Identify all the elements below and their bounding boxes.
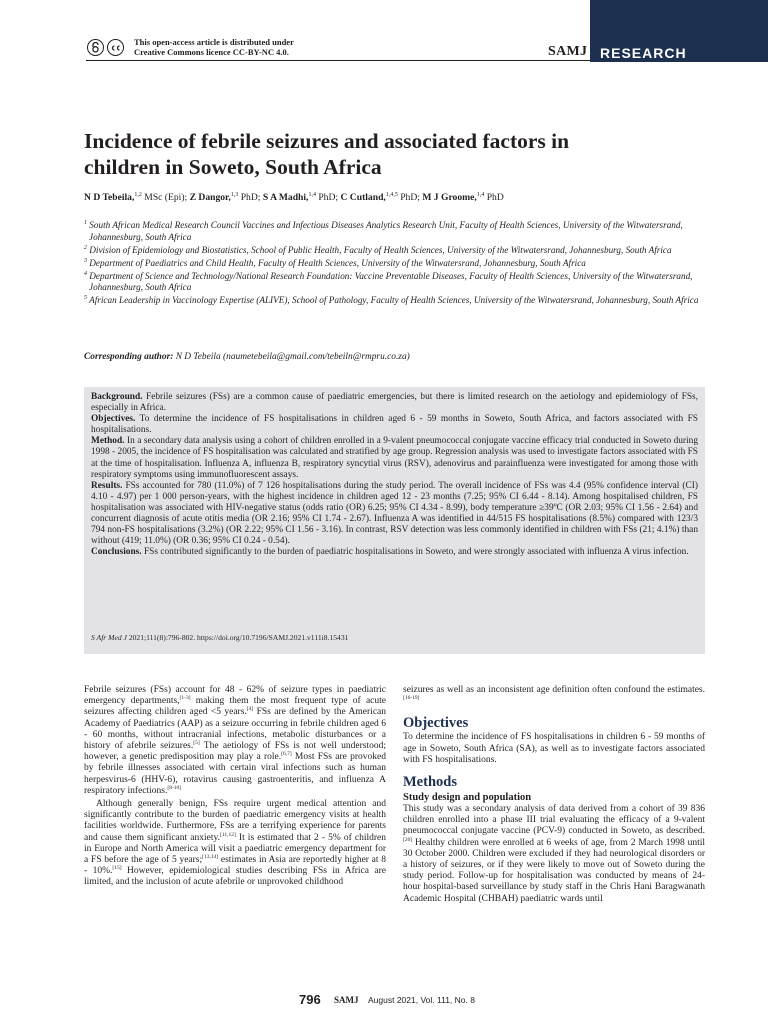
corresponding-contact[interactable]: N D Tebeila (naumetebeila@gmail.com/tebeiln@rmpru.co.za) [173,352,410,362]
methods-paragraph: This study was a secondary analysis of data derived from a cohort of 39 836 children enrolled into a phase III trial evaluating the efficacy of a 9-valent pneumococcal conjugate vaccine (PCV-9) conducted in Soweto, as described.[20] Healthy children were enrolled at 6 weeks of age, from 2 March 1998 until 30 October 2000. Children were excluded if they had neurological disorders or a history of seizures, or if they were likely to move out of Soweto during the study period. Follow-up for hospitalisation was conducted by means of 24-hour hospital-based surveillance by study staff in the Chris Hani Baragwanath Academic Hospital (CHBAH) paediatric wards until [403,804,705,904]
abstract-method: Method. In a secondary data analysis using a cohort of children enrolled in a 9-valent pneumococcal conjugate vaccine efficacy trial conducted in Soweto during 1998 - 2005, the incidence of FS hospitalisation was calculated and stratified by age group. Regression analysis was used to investigate factors associated with FS at the time of hospitalisation. Influenza A, influenza B, respiratory syncytial virus (RSV), adenovirus and parainfluenza were investigated for among those with respiratory symptoms using immunofluorescent assays. [91,436,698,480]
affiliation: $^2$ Division of Epidemiology and Biostatistics, School of Public Health, Faculty of Health Sciences, University of the Witwatersrand, Johannesburg, South Africa [84,244,672,255]
author: N D Tebeila,$^{1,2}$ MSc (Epi); [84,191,190,203]
author: Z Dangor,$^{1,3}$ PhD; [189,191,263,203]
affiliation: $^5$ African Leadership in Vaccinology Expertise (ALIVE), School of Pathology, Faculty of Health Sciences, University of the Witwatersrand, Johannesburg, South Africa [84,294,699,305]
citation-ref[interactable]: [8-10] [167,784,182,791]
citation-ref[interactable]: [20] [403,836,413,843]
license-line: This open-access article is distributed under [134,37,294,47]
author: C Cutland,$^{1,4,5}$ PhD; [340,191,423,203]
author: S A Madhi,$^{1,4}$ PhD; [262,191,341,203]
section-label: RESEARCH [600,45,687,61]
open-access-icon [87,39,104,56]
affiliation: $^4$ Department of Science and Technology/National Research Foundation: Vaccine Preventable Diseases, Faculty of Health Sciences, University of the Witwatersrand, Johannesburg, South Africa [84,270,693,292]
article-title [84,128,684,180]
citation-doi[interactable]: 2021;111(8):796-802. https://doi.org/10.7196/SAMJ.2021.v111i8.15431 [126,633,349,642]
section-banner [590,0,768,62]
citation-ref[interactable]: [16-19] [403,695,420,702]
abstract-background: Background. Febrile seizures (FSs) are a common cause of paediatric emergencies, but there is limited research on the aetiology and epidemiology of FSs, especially in Africa. [91,392,698,414]
license-line: Creative Commons licence CC-BY-NC 4.0. [134,47,289,57]
objectives-paragraph: To determine the incidence of FS hospitalisations in children 6 - 59 months of age in Soweto, South Africa (SA), as well as to investigate factors associated with FS hospitalisations. [403,732,705,765]
citation-ref[interactable]: [4] [246,706,254,713]
citation-ref[interactable]: [6,7] [281,751,292,758]
affiliation: $^3$ Department of Paediatrics and Child Health, Faculty of Health Sciences, University of the Witwatersrand, Johannesburg, South Africa [84,257,586,268]
abstract-objectives: Objectives. To determine the incidence of FS hospitalisations in children aged 6 - 59 months in Soweto, South Africa, and factors associated with FS hospitalisations. [91,414,698,436]
title-line: children in Soweto, South Africa [84,155,382,179]
corresponding-label: Corresponding author: [84,352,174,362]
study-design-heading: Study design and population [403,792,532,804]
body-column-right [403,685,705,905]
license-icons [87,39,124,56]
body-column-left [84,685,386,889]
abstract-results: Results. FSs accounted for 780 (11.0%) of 7 126 hospitalisations during the study period. The overall incidence of FSs was 4.4 (95% confidence interval (CI) 4.10 - 4.97) per 1 000 person-years, with the highest incidence in children aged 12 - 23 months (7.25; 95% CI 6.44 - 8.14). Among hospitalised children, FS hospitalisation was associated with HIV-negative status (odds ratio (OR) 6.25; 95% CI 4.34 - 8.99), body temperature ≥39ºC (OR 2.03; 95% CI 1.56 - 2.64) and concurrent diagnosis of acute otitis media (OR 2.16; 95% CI 1.74 - 2.67). Influenza A was identified in 44/515 FS hospitalisations (8.5%) compared with 123/3 794 non-FS hospitalisations (3.2%) (OR 2.22; 95% CI 1.56 - 3.16). In contrast, RSV detection was less commonly identified in children with FSs (21; 4.1%) than without (419; 11.0%) (OR 0.36; 95% CI 0.24 - 0.54). [91,480,698,547]
page-header [0,0,768,64]
journal-logo: SAMJ [548,44,588,59]
page-footer [0,992,768,1012]
citation-ref[interactable]: [1-3] [179,695,191,702]
body-paragraph: Although generally benign, FSs require urgent medical attention and significantly contribute to the burden of paediatric emergency visits at health facilities worldwide. Furthermore, FSs are a terrifying experience for parents and cause them significant anxiety.[11,12] It is estimated that 2 - 5% of children in Europe and North America will visit a paediatric emergency department for a FS before the age of 5 years;[13,14] estimates in Asia are reportedly higher at 8 - 10%.[15] However, epidemiological studies describing FSs in Africa are limited, and the inclusion of acute afebrile or unprovoked childhood [84,799,387,888]
page-number: 796 [299,992,321,1007]
creative-commons-icon [107,39,124,56]
abstract-box [84,387,705,654]
affiliation: $^1$ South African Medical Research Council Vaccines and Infectious Diseases Analytics Research Unit, Faculty of Health Sciences, University of the Witwatersrand, Johannesburg, South Africa [84,219,683,242]
body-paragraph: Febrile seizures (FSs) account for 48 - 62% of seizure types in paediatric emergency departments,[1-3] making them the most frequent type of acute seizures affecting children aged <5 years.[4] FSs are defined by the American Academy of Paediatrics (AAP) as a seizure occurring in febrile children aged 6 - 60 months, without intracranial infections, metabolic disturbances or a history of afebrile seizures.[5] The aetiology of FSs is not well understood; however, a genetic predisposition may play a role.[6,7] Most FSs are provoked by febrile illnesses associated with certain viral infections such as human herpesvirus-6 (HHV-6), rotavirus causing gastroenteritis, and influenza A respiratory infections.[8-10] [84,685,386,796]
title-line: Incidence of febrile seizures and associated factors in [84,129,570,153]
methods-heading: Methods [403,774,457,791]
author-list [84,192,724,204]
citation-journal: S Afr Med J [91,633,127,642]
abstract-conclusions: Conclusions. FSs contributed significantly to the burden of paediatric hospitalisations in Soweto, and were strongly associated with influenza A virus infection. [91,547,689,558]
author: M J Groome,$^{1,4}$ PhD [422,191,504,203]
footer-issue: August 2021, Vol. 111, No. 8 [368,995,475,1005]
objectives-heading: Objectives [403,715,469,732]
citation-ref[interactable]: [13,14] [202,853,219,860]
body-paragraph: seizures as well as an inconsistent age definition often confound the estimates.[16-19] [403,685,705,702]
affiliations [84,220,704,308]
citation-ref[interactable]: [11,12] [219,831,236,838]
header-divider [86,60,590,61]
corresponding-author [84,351,704,363]
citation-ref[interactable]: [15] [112,865,122,872]
license-text [134,37,294,57]
citation [91,633,348,642]
citation-ref[interactable]: [5] [193,739,200,746]
footer-journal: SAMJ [334,995,359,1005]
